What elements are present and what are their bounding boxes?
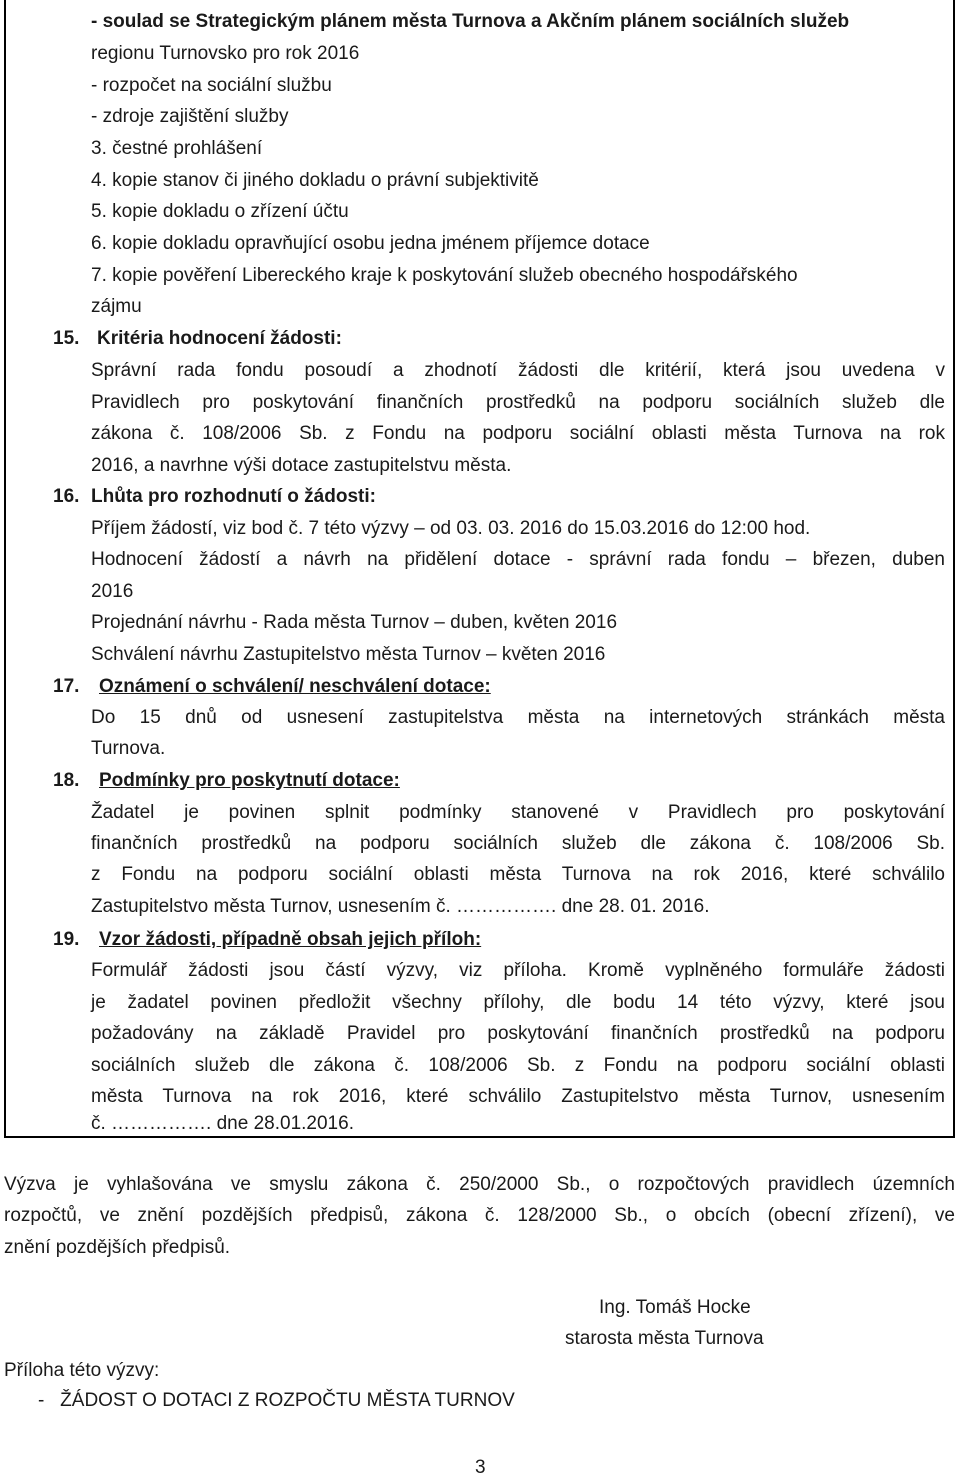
section-number: 15. [53, 328, 80, 349]
section-heading: Kritéria hodnocení žádosti: [97, 328, 342, 349]
section-line: Zastupitelstvo města Turnov, usnesením č. ……………. dne 28. 01. 2016. [91, 896, 710, 917]
section-line: Příjem žádostí, viz bod č. 7 této výzvy – od 03. 03. 2016 do 15.03.2016 do 12:00 hod. [91, 518, 811, 539]
section-line: sociálních služeb dle zákona č. 108/2006 Sb. z Fondu na podporu sociální oblasti [91, 1055, 945, 1076]
section-line: finančních prostředků na podporu sociálních služeb dle zákona č. 108/2006 Sb. [91, 833, 945, 854]
signatory-title: starosta města Turnova [565, 1328, 764, 1349]
section-heading: Vzor žádosti, případně obsah jejich příloh: [99, 929, 482, 950]
section-number: 17. [53, 676, 80, 697]
section-heading: Podmínky pro poskytnutí dotace: [99, 770, 400, 791]
section-line: Do 15 dnů od usnesení zastupitelstva města na internetových stránkách města [91, 707, 945, 728]
attachment-item: - ŽÁDOST O DOTACI Z ROZPOČTU MĚSTA TURNOV [38, 1390, 515, 1411]
section-line: Správní rada fondu posoudí a zhodnotí žádosti dle kritérií, která jsou uvedena v [91, 360, 945, 381]
paragraph-line: znění pozdějších předpisů. [4, 1237, 231, 1258]
section-line: Schválení návrhu Zastupitelstvo města Turnov – květen 2016 [91, 644, 606, 665]
paragraph-line: rozpočtů, ve znění pozdějších předpisů, zákona č. 128/2000 Sb., o obcích (obecní zřízení), ve [4, 1205, 955, 1226]
section-line: Formulář žádosti jsou částí výzvy, viz příloha. Kromě vyplněného formuláře žádosti [91, 960, 945, 981]
section-line: požadovány na základě Pravidel pro poskytování finančních prostředků na podporu [91, 1023, 945, 1044]
list-line: 7. kopie pověření Libereckého kraje k poskytování služeb obecného hospodářského [91, 265, 798, 286]
attachment-label: Příloha této výzvy: [4, 1360, 160, 1381]
section-line: Hodnocení žádostí a návrh na přidělení dotace - správní rada fondu – březen, duben [91, 549, 945, 570]
section-line: Žadatel je povinen splnit podmínky stanovené v Pravidlech pro poskytování [91, 802, 945, 823]
list-line: zájmu [91, 296, 142, 317]
section-line: Turnova. [91, 738, 166, 759]
list-line: 6. kopie dokladu opravňující osobu jedna jménem příjemce dotace [91, 233, 650, 254]
section-line: 2016, a navrhne výši dotace zastupitelstvu města. [91, 455, 512, 476]
section-line: Pravidlech pro poskytování finančních prostředků na podporu sociálních služeb dle [91, 392, 945, 413]
list-line: - soulad se Strategickým plánem města Turnova a Akčním plánem sociálních služeb [91, 11, 850, 32]
section-line: 2016 [91, 581, 134, 602]
section-line: z Fondu na podporu sociální oblasti města Turnova na rok 2016, které schválilo [91, 864, 945, 885]
section-number: 18. [53, 770, 80, 791]
list-line: 5. kopie dokladu o zřízení účtu [91, 201, 349, 222]
list-line: regionu Turnovsko pro rok 2016 [91, 43, 360, 64]
signatory-name: Ing. Tomáš Hocke [599, 1297, 751, 1318]
list-line: - rozpočet na sociální službu [91, 75, 332, 96]
section-heading: Oznámení o schválení/ neschválení dotace: [99, 676, 491, 697]
section-line: č. ……………. dne 28.01.2016. [91, 1113, 354, 1134]
list-line: - zdroje zajištění služby [91, 106, 289, 127]
section-heading: Lhůta pro rozhodnutí o žádosti: [91, 486, 376, 507]
section-number: 19. [53, 929, 80, 950]
section-number: 16. [53, 486, 80, 507]
section-line: je žadatel povinen předložit všechny přílohy, dle bodu 14 této výzvy, které jsou [91, 992, 945, 1013]
list-line: 4. kopie stanov či jiného dokladu o právní subjektivitě [91, 170, 539, 191]
section-line: města Turnova na rok 2016, které schválilo Zastupitelstvo města Turnov, usnesením [91, 1086, 945, 1107]
section-line: zákona č. 108/2006 Sb. z Fondu na podporu sociální oblasti města Turnova na rok [91, 423, 945, 444]
section-line: Projednání návrhu - Rada města Turnov – duben, květen 2016 [91, 612, 618, 633]
list-line: 3. čestné prohlášení [91, 138, 263, 159]
paragraph-line: Výzva je vyhlašována ve smyslu zákona č. 250/2000 Sb., o rozpočtových pravidlech územních [4, 1174, 955, 1195]
page-number: 3 [475, 1457, 486, 1478]
